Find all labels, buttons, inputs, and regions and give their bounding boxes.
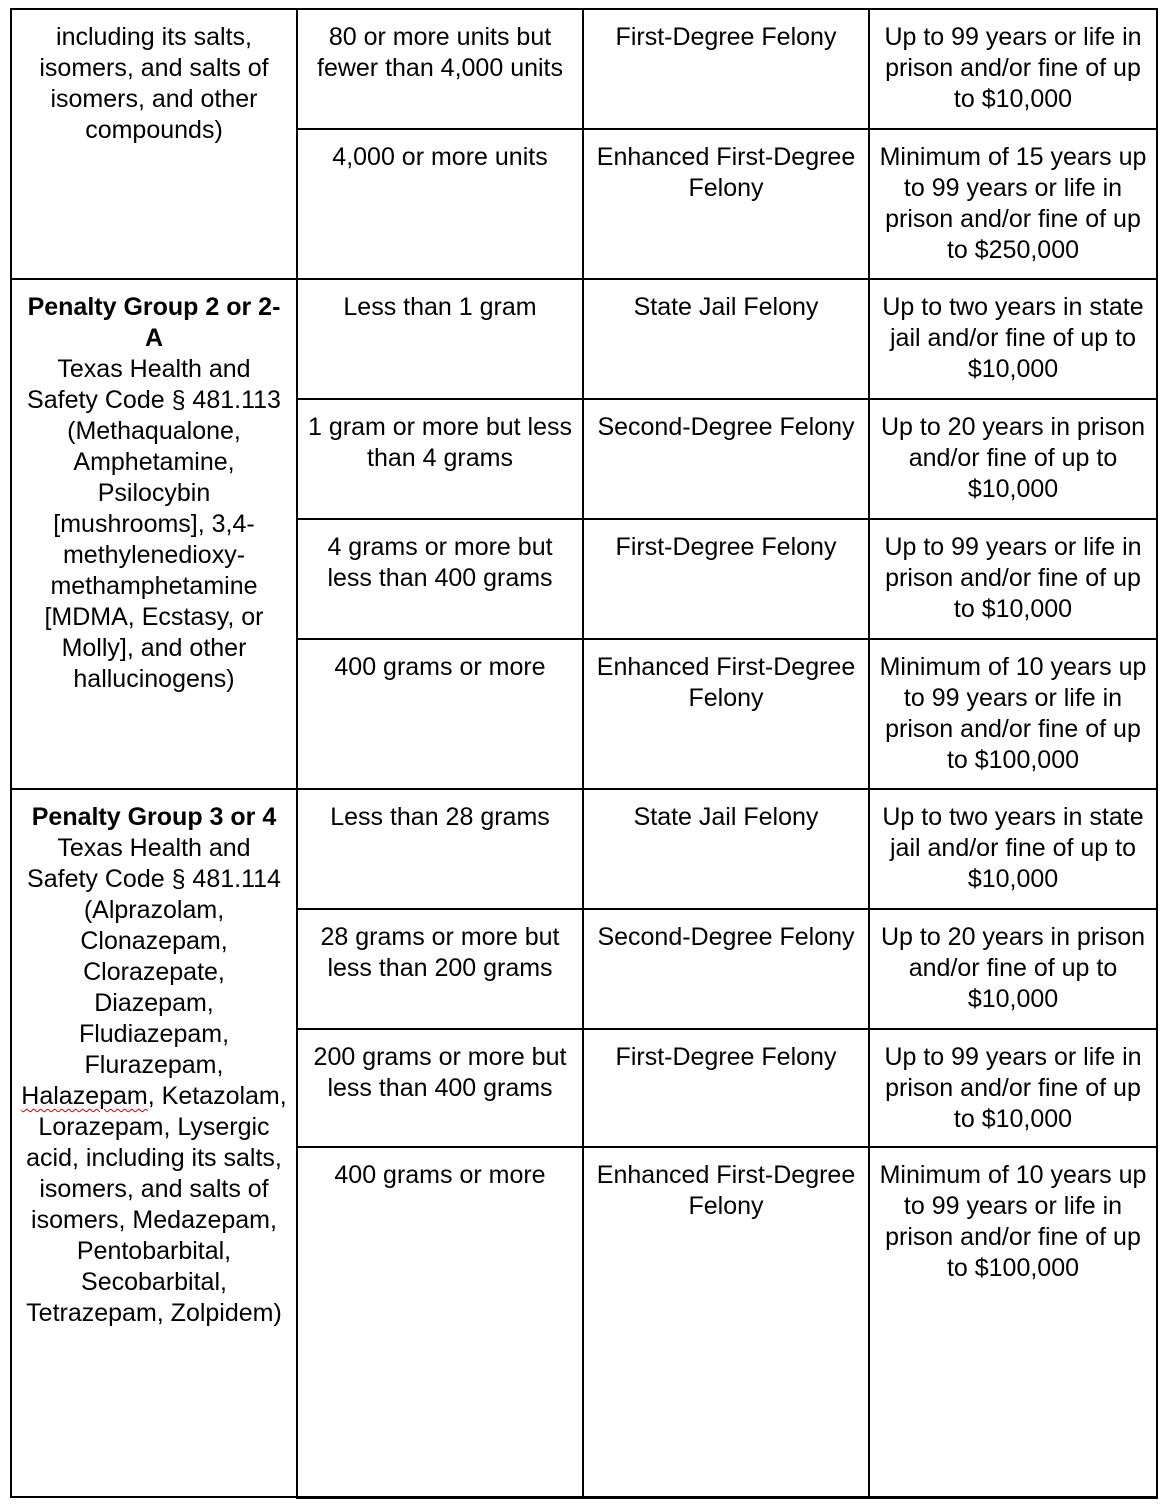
group-2-cell: [11, 279, 297, 789]
classification-cell: First-Degree Felony: [583, 1029, 869, 1147]
classification-cell: Enhanced First-Degree Felony: [583, 639, 869, 789]
classification-cell: Second-Degree Felony: [583, 399, 869, 519]
classification-cell: First-Degree Felony: [583, 519, 869, 639]
group-3-cell: [11, 789, 297, 1497]
amount-cell: Less than 28 grams: [297, 789, 583, 909]
amount-cell: 1 gram or more but less than 4 grams: [297, 399, 583, 519]
amount-cell: 28 grams or more but less than 200 grams: [297, 909, 583, 1029]
amount-cell: 4,000 or more units: [297, 129, 583, 279]
group-3-drugs-before: (Alprazolam, Clonazepam, Clorazepate, Diazepam, Fludiazepam, Flurazepam,: [78, 896, 230, 1079]
classification-cell: Enhanced First-Degree Felony: [583, 1147, 869, 1497]
classification-cell: State Jail Felony: [583, 789, 869, 909]
penalty-cell: Up to 99 years or life in prison and/or fine of up to $10,000: [869, 9, 1157, 129]
amount-cell: Less than 1 gram: [297, 279, 583, 399]
group-1-cell: [11, 9, 297, 279]
group-2-code: Texas Health and Safety Code § 481.113: [27, 355, 281, 414]
classification-cell: First-Degree Felony: [583, 9, 869, 129]
table-row: [11, 9, 1157, 129]
table-row: [11, 279, 1157, 399]
penalty-cell: Up to two years in state jail and/or fine of up to $10,000: [869, 279, 1157, 399]
group-3-drugs-after: , Ketazolam, Lorazepam, Lysergic acid, including its salts, isomers, and salts of isomers, Medazepam, Pentobarbital, Secobarbital, Tetrazepam, Zolpidem): [26, 1082, 287, 1327]
penalty-cell: Up to two years in state jail and/or fine of up to $10,000: [869, 789, 1157, 909]
classification-cell: Enhanced First-Degree Felony: [583, 129, 869, 279]
group-2-drugs: (Methaqualone, Amphetamine, Psilocybin [mushrooms], 3,4-methylenedioxy-methamphetamine [MDMA, Ecstasy, or Molly], and other hallucinogens): [44, 417, 264, 693]
penalty-cell: Up to 99 years or life in prison and/or fine of up to $10,000: [869, 1029, 1157, 1147]
group-3-drugs: [20, 895, 288, 1329]
amount-cell: 400 grams or more: [297, 639, 583, 789]
penalty-cell: Up to 99 years or life in prison and/or fine of up to $10,000: [869, 519, 1157, 639]
penalty-table: [10, 8, 1158, 1499]
amount-cell: 80 or more units but fewer than 4,000 units: [297, 9, 583, 129]
spellcheck-flagged-word: Halazepam: [21, 1082, 148, 1110]
penalty-cell: Minimum of 10 years up to 99 years or life in prison and/or fine of up to $100,000: [869, 639, 1157, 789]
classification-cell: State Jail Felony: [583, 279, 869, 399]
penalty-cell: Minimum of 10 years up to 99 years or life in prison and/or fine of up to $100,000: [869, 1147, 1157, 1497]
group-1-continued-text: including its salts, isomers, and salts of isomers, and other compounds): [39, 23, 269, 144]
penalty-cell: Up to 20 years in prison and/or fine of up to $10,000: [869, 909, 1157, 1029]
table-row: [11, 789, 1157, 909]
penalty-cell: Minimum of 15 years up to 99 years or life in prison and/or fine of up to $250,000: [869, 129, 1157, 279]
amount-cell: 200 grams or more but less than 400 grams: [297, 1029, 583, 1147]
amount-cell: 400 grams or more: [297, 1147, 583, 1497]
penalty-cell: Up to 20 years in prison and/or fine of up to $10,000: [869, 399, 1157, 519]
group-2-title: Penalty Group 2 or 2-A: [27, 293, 281, 352]
classification-cell: Second-Degree Felony: [583, 909, 869, 1029]
group-3-code: Texas Health and Safety Code § 481.114: [27, 834, 281, 893]
amount-cell: 4 grams or more but less than 400 grams: [297, 519, 583, 639]
group-3-title: Penalty Group 3 or 4: [31, 803, 277, 831]
